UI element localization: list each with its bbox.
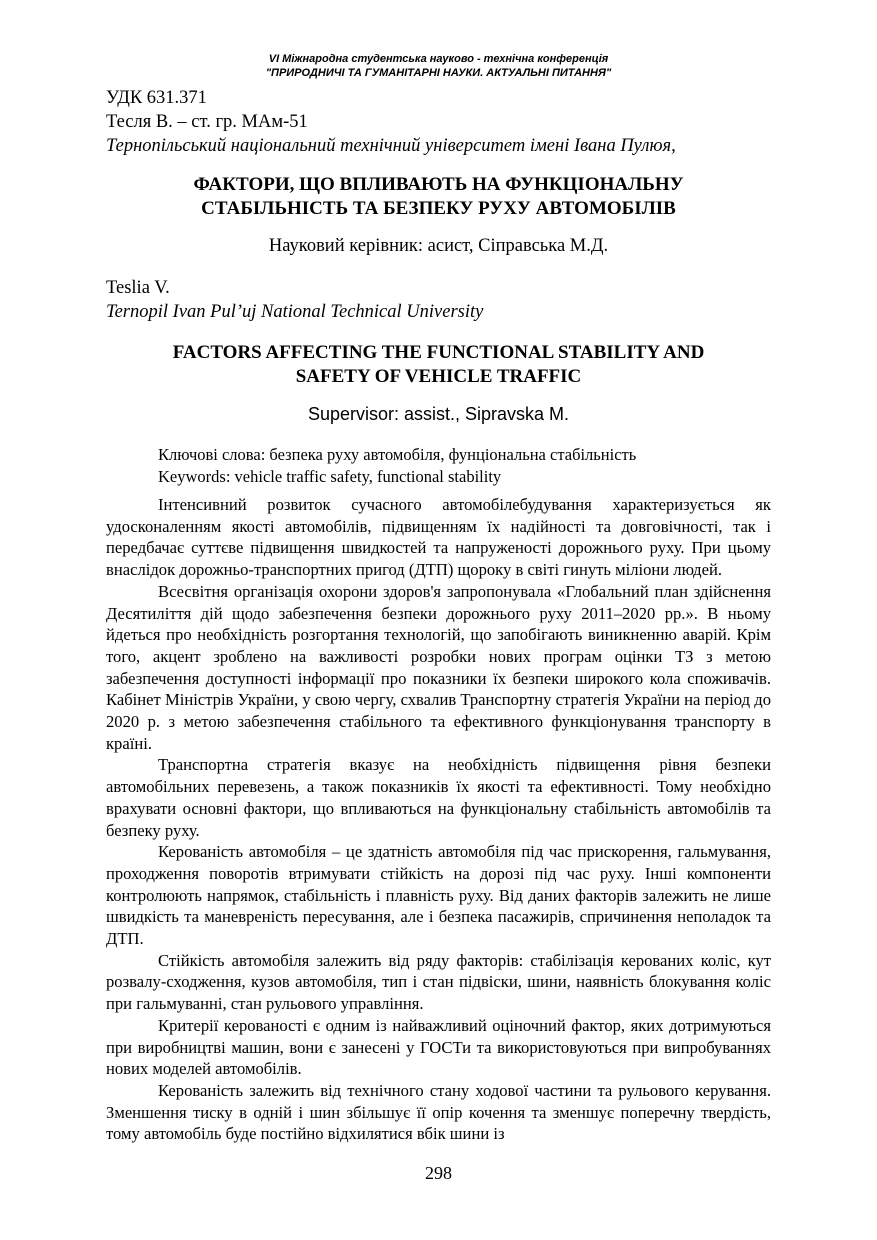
title-ua-line2: СТАБІЛЬНІСТЬ ТА БЕЗПЕКУ РУХУ АВТОМОБІЛІВ — [201, 198, 676, 219]
keywords-en: Keywords: vehicle traffic safety, functional stability — [158, 467, 502, 486]
title-ua-line1: ФАКТОРИ, ЩО ВПЛИВАЮТЬ НА ФУНКЦІОНАЛЬНУ — [193, 174, 684, 195]
supervisor-ua: Науковий керівник: асист, Сіправська М.Д. — [268, 236, 609, 256]
page-number: 298 — [425, 1163, 452, 1183]
paragraph-7: Керованість залежить від технічного стану ходової частини та рульового керування. Зменшення тиску в одній і шин збільшує її опір кочення та зменшує поперечну твердість, тому автомобіль буде постійно відхилятися вбік шини із — [106, 1080, 771, 1144]
author-ua: Тесля В. – ст. гр. МАм-51 — [106, 112, 308, 132]
title-en — [0, 341, 877, 389]
keywords-ua: Ключові слова: безпека руху автомобіля, фунціональна стабільність — [158, 445, 637, 464]
conference-header — [0, 52, 877, 80]
title-en-line1: FACTORS AFFECTING THE FUNCTIONAL STABILITY AND — [172, 342, 705, 363]
title-en-line2: SAFETY OF VEHICLE TRAFFIC — [295, 366, 582, 387]
paragraph-5: Стійкість автомобіля залежить від ряду факторів: стабілізація керованих коліс, кут розвалу-сходження, кузов автомобіля, тип і стан підвіски, шини, наявність блокування коліс при гальмуванні, стан рульового управління. — [106, 950, 771, 1014]
paragraph-2: Всесвітня організація охорони здоров'я запропонувала «Глобальний план здійснення Десятиліття дій щодо забезпечення безпеки дорожнього руху 2011–2020 рр.». В ньому йдеться про необхідність розгортання технологій, що запобігають виникненню аварій. Крім того, акцент зроблено на важливості розробки нових програм оцінки ТЗ з метою забезпечення доступності інформації про показники їх безпеки широкого кола споживачів. Кабінет Міністрів України, у свою чергу, схвалив Транспортну стратегія України на період до 2020 р. з метою забезпечення стабільного та ефективного функціонування транспорту в країні. — [106, 581, 771, 753]
affiliation-en: Ternopil Ivan Pul’uj National Technical University — [106, 302, 484, 322]
title-ua — [0, 173, 877, 221]
paragraph-1: Інтенсивний розвиток сучасного автомобілебудування характеризується як удосконаленням якості автомобілів, підвищенням їх надійності та довговічності, так і передбачає суттєве підвищення швидкостей та напруженості дорожнього руху. При цьому внаслідок дорожньо-транспортних пригод (ДТП) щороку в світі гинуть міліони людей. — [106, 495, 771, 580]
conference-theme: "ПРИРОДНИЧІ ТА ГУМАНІТАРНІ НАУКИ. АКТУАЛЬНІ ПИТАННЯ" — [265, 67, 612, 79]
conference-name: VI Міжнародна студентська науково - технічна конференція — [268, 53, 609, 65]
affiliation-ua: Тернопільський національний технічний університет імені Івана Пулюя, — [106, 136, 676, 156]
paragraph-6: Критерії керованості є одним із найважливий оціночний фактор, яких дотримуються при виробництві машин, вони є занесені у ГОСТи та використовуються при випробуваннях нових моделей автомобілів. — [106, 1015, 771, 1079]
udk-code: УДК 631.371 — [106, 88, 207, 108]
author-en: Teslia V. — [106, 278, 170, 298]
paragraph-4: Керованість автомобіля – це здатність автомобіля під час прискорення, гальмування, проходження поворотів втримувати стійкість на дорозі під час руху. Інші компоненти контролюють напрямок, стабільність і плавність руху. Від даних факторів залежить не лише швидкість та маневреність пересування, але і безпека пасажирів, спричинення неполадок та ДТП. — [106, 842, 771, 949]
article-body — [106, 494, 771, 1145]
supervisor-en: Supervisor: assist., Sipravska M. — [307, 404, 570, 424]
paragraph-3: Транспортна стратегія вказує на необхідність підвищення рівня безпеки автомобільних перевезень, а також показників їх якості та ефективності. Тому необхідно врахувати основні фактори, що впливаються на функціональну стабільність автомобілів та безпеку руху. — [106, 755, 771, 840]
